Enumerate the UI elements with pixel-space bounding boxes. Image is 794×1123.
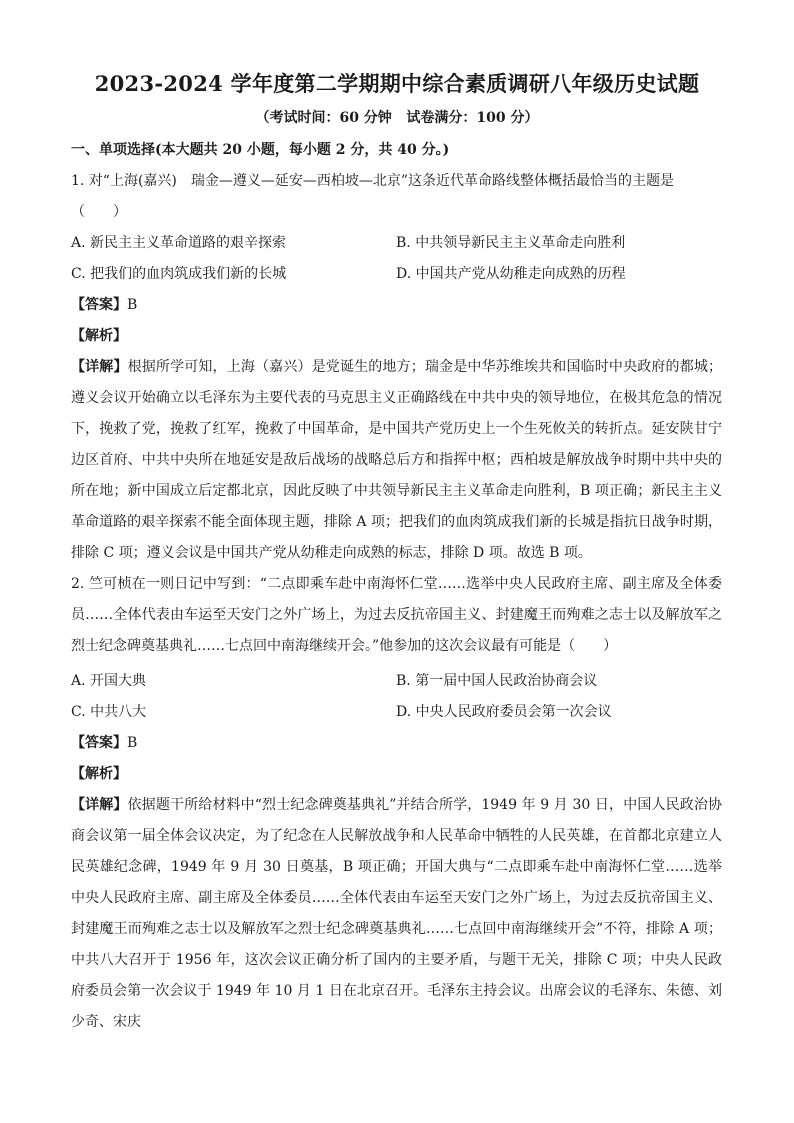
q1-analysis-tag: 【解析】 xyxy=(71,328,127,344)
q1-option-d: D. 中国共产党从幼稚走向成熟的历程 xyxy=(396,266,626,282)
q1-option-c: C. 把我们的血肉筑成我们新的长城 xyxy=(71,266,287,282)
q1-answer-tag: 【答案】 xyxy=(71,297,127,313)
q1-detail-tag: 【详解】 xyxy=(71,359,128,375)
q2-option-b: B. 第一届中国人民政治协商会议 xyxy=(396,673,598,689)
q1-answer xyxy=(71,295,137,315)
q1-detail-text: 根据所学可知，上海（嘉兴）是党诞生的地方；瑞金是中华苏维埃共和国临时中央政府的都城；遵义会议开始确立以毛泽东为主要代表的马克思主义正确路线在中共中央的领导地位，在极其危急的情况下，挽救了党，挽救了红军，挽救了中国革命，是中国共产党历史上一个生死攸关的转折点。延安陕甘宁边区首府、中共中央所在地延安是敌后战场的战略总后方和指挥中枢；西柏坡是解放战争时期中共中央的所在地；新中国成立后定都北京，因此反映了中共领导新民主主义革命走向胜利，B 项正确；新民主主义革命道路的艰辛探索不能全面体现主题，排除 A 项；把我们的血肉筑成我们新的长城是指抗日战争时期，排除 C 项；遵义会议是中国共产党从幼稚走向成熟的标志，排除 D 项。故选 B 项。 xyxy=(71,359,723,561)
q1-detail xyxy=(71,352,722,569)
q1-stem-line1: 1. 对“上海(嘉兴) 瑞金—遵义—延安—西柏坡—北京”这条近代革命路线整体概括最恰当的主题是 xyxy=(71,173,675,189)
q2-analysis-tag: 【解析】 xyxy=(71,766,127,782)
exam-title: 2023-2024 学年度第二学期期中综合素质调研八年级历史试题 xyxy=(94,71,700,96)
q2-answer-tag: 【答案】 xyxy=(71,735,127,751)
q2-stem: 2. 竺可桢在一则日记中写到：“二点即乘车赴中南海怀仁堂……选举中央人民政府主席、副主席及全体委员……全体代表由车运至天安门之外广场上，为过去反抗帝国主义、封建魔王而殉难之志士以及解放军之烈士纪念碑奠基典礼……七点回中南海继续开会。”他参加的这次会议最有可能是（ ） xyxy=(71,576,722,654)
q2-option-c: C. 中共八大 xyxy=(71,704,147,720)
q2-option-a: A. 开国大典 xyxy=(71,673,147,689)
q1-answer-value: B xyxy=(127,297,138,313)
q2-detail xyxy=(71,790,722,1038)
section-heading: 一、单项选择(本大题共 20 小题，每小题 2 分，共 40 分。) xyxy=(71,142,450,158)
q2-detail-tag: 【详解】 xyxy=(71,797,128,813)
exam-subtitle: （考试时间：60 分钟 试卷满分：100 分） xyxy=(255,110,539,126)
q2-detail-text: 依据题干所给材料中“烈士纪念碑奠基典礼”并结合所学，1949 年 9 月 30 日，中国人民政治协商会议第一届全体会议决定，为了纪念在人民解放战争和人民革命中牺牲的人民英雄，在首都北京建立人民英雄纪念碑，1949 年 9 月 30 日奠基，B 项正确；开国大典与“二点即乘车赴中南海怀仁堂……选举中央人民政府主席、副主席及全体委员……全体代表由车运至天安门之外广场上，为过去反抗帝国主义、封建魔王而殉难之志士以及解放军之烈士纪念碑奠基典礼……七点回中南海继续开会”不符，排除 A 项；中共八大召开于 1956 年，这次会议正确分析了国内的主要矛盾，与题干无关，排除 C 项；中央人民政府委员会第一次会议于 1949 年 10 月 1 日在北京召开。毛泽东主持会议。出席会议的毛泽东、朱德、刘少奇、宋庆 xyxy=(71,797,722,1030)
q2-answer-value: B xyxy=(127,735,138,751)
q1-option-a: A. 新民主主义革命道路的艰辛探索 xyxy=(71,235,287,251)
q1-option-b: B. 中共领导新民主主义革命走向胜利 xyxy=(396,235,626,251)
q2-answer xyxy=(71,733,137,753)
q1-stem-line2: （ ） xyxy=(71,204,127,220)
q2-option-d: D. 中央人民政府委员会第一次会议 xyxy=(396,704,612,720)
